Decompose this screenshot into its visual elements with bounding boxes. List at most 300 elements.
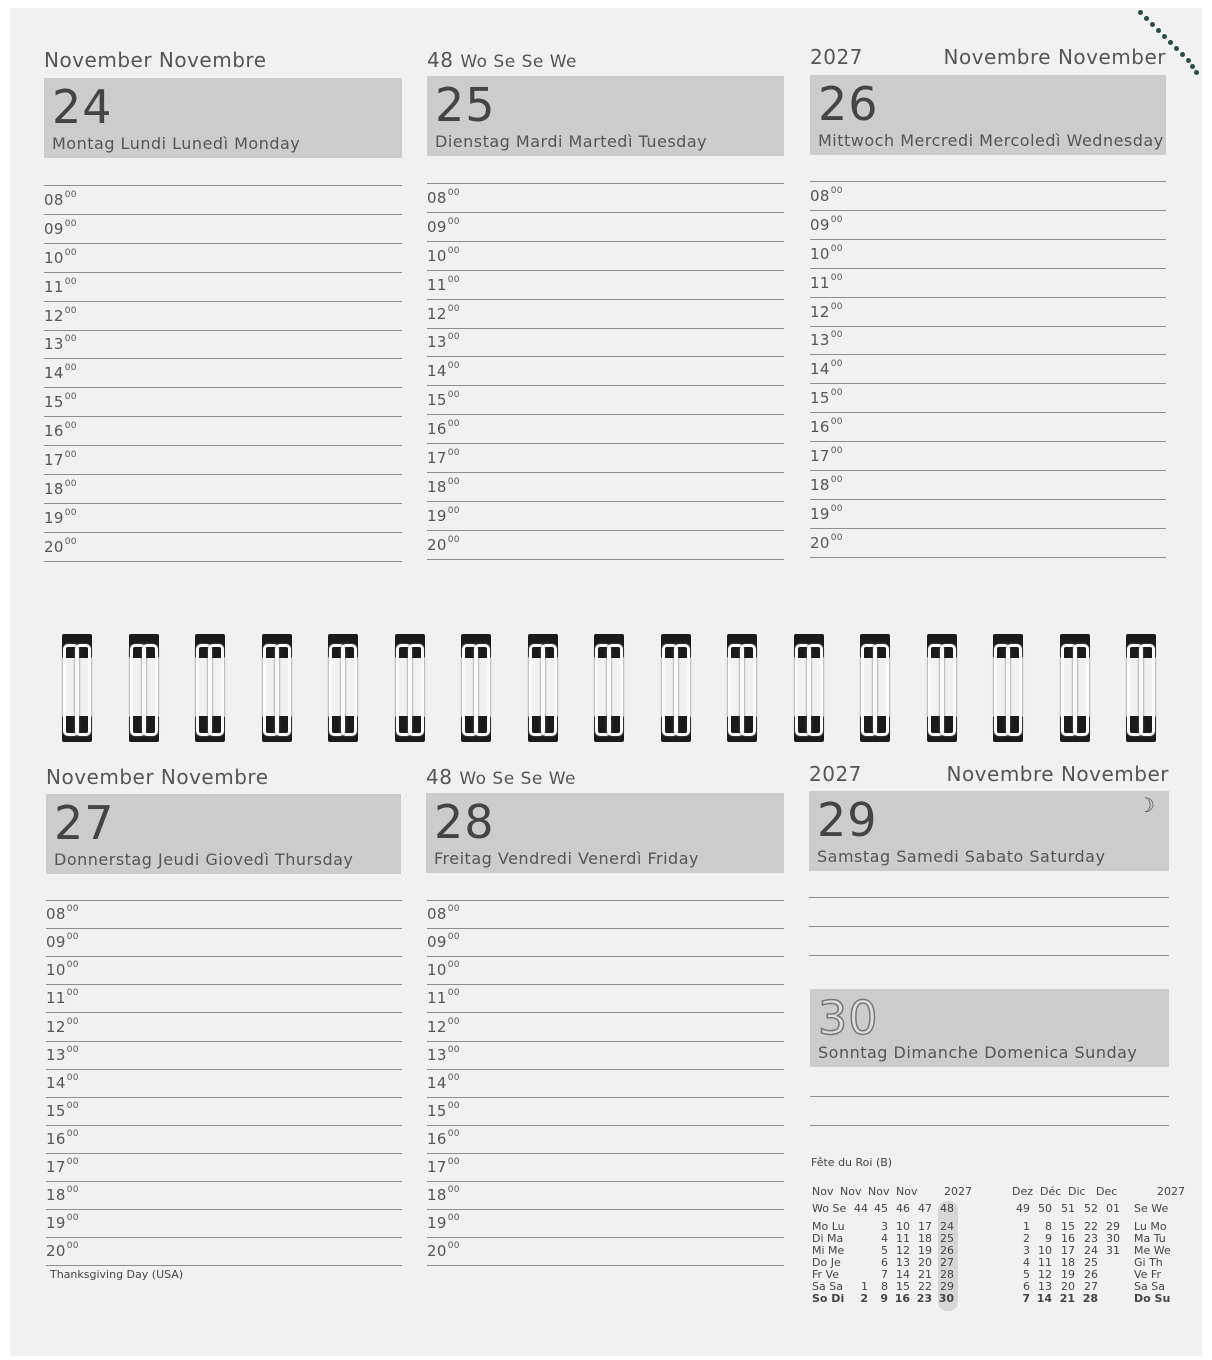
hour-label: $13^{00}$: [427, 332, 460, 352]
week-abbrev: Wo Se Se We: [459, 769, 577, 789]
schedule-rule: [427, 1125, 784, 1126]
hour-label: $10^{00}$: [46, 960, 79, 980]
wire-loop: [674, 644, 690, 736]
schedule-rule: [46, 1012, 402, 1013]
month-label: Novembre November: [943, 45, 1166, 69]
hour-label: $17^{00}$: [810, 446, 843, 465]
date-cell: 11: [1038, 1256, 1052, 1269]
date-cell: 9: [1045, 1232, 1052, 1245]
hour-label: $14^{00}$: [427, 1072, 460, 1092]
week-number: 48: [940, 1202, 954, 1215]
date-cell: 29: [940, 1280, 954, 1293]
writing-rule: [810, 1096, 1169, 1097]
date-cell: 30: [938, 1292, 954, 1305]
date-cell: 24: [940, 1220, 954, 1233]
day-number: 27: [54, 796, 115, 850]
date-cell: 17: [918, 1220, 932, 1233]
wire-loop: [275, 644, 291, 736]
schedule-rule: [44, 474, 402, 475]
hour-label: $17^{00}$: [44, 450, 77, 469]
schedule-rule: [810, 239, 1166, 240]
week-label: Wo Se: [812, 1202, 847, 1215]
spiral-coil: [792, 628, 826, 753]
hour-label: $19^{00}$: [427, 1213, 460, 1233]
hour-label: $20^{00}$: [44, 536, 77, 556]
weekday-label: Sa Sa: [812, 1280, 843, 1293]
schedule-rule: [427, 328, 784, 329]
weekday-label: Fr Ve: [812, 1268, 839, 1281]
wire-loop: [1139, 644, 1155, 736]
date-cell: 3: [881, 1220, 888, 1233]
schedule-rule: [810, 326, 1166, 327]
schedule-rule: [427, 1069, 784, 1070]
week-label: Se We: [1134, 1202, 1169, 1215]
hour-label: $12^{00}$: [46, 1016, 79, 1036]
week-abbrev: Wo Se Se We: [460, 52, 578, 72]
week-number: 48: [426, 765, 453, 789]
hour-label: $08^{00}$: [427, 187, 460, 207]
hour-label: $20^{00}$: [810, 532, 843, 552]
date-cell: 5: [881, 1244, 888, 1257]
hour-label: $16^{00}$: [427, 1128, 460, 1148]
hour-label: $11^{00}$: [46, 988, 79, 1008]
wire-loop: [740, 644, 756, 736]
holiday-note: Fête du Roi (B): [811, 1156, 893, 1169]
schedule-rule: [44, 561, 402, 562]
schedule-rule: [427, 900, 784, 901]
date-cell: 22: [1084, 1220, 1098, 1233]
weekday-label: Ma Tu: [1134, 1232, 1166, 1245]
day-header: [809, 791, 1169, 871]
hour-label: $11^{00}$: [427, 988, 460, 1008]
schedule-rule: [810, 268, 1166, 269]
month-label: November Novembre: [46, 765, 269, 789]
spiral-coil: [659, 628, 693, 753]
date-cell: 13: [896, 1256, 910, 1269]
weekday-label: Mi Me: [812, 1244, 845, 1257]
schedule-rule: [46, 1069, 402, 1070]
schedule-rule: [44, 330, 402, 331]
hour-label: $16^{00}$: [427, 419, 460, 439]
spiral-coil: [725, 628, 759, 753]
date-cell: 9: [880, 1292, 888, 1305]
week-number: 46: [896, 1202, 910, 1215]
day-header: [427, 76, 784, 156]
day-name: Mittwoch Mercredi Mercoledì Wednesday: [818, 131, 1164, 150]
date-cell: 28: [1082, 1292, 1098, 1305]
date-cell: 30: [1106, 1232, 1120, 1245]
month-abbrev: Nov: [812, 1185, 834, 1198]
week-label: [426, 765, 576, 789]
spiral-coil: [991, 628, 1025, 753]
week-number: 01: [1106, 1202, 1120, 1215]
date-cell: 14: [1036, 1292, 1052, 1305]
hour-label: $08^{00}$: [46, 904, 79, 924]
schedule-rule: [44, 532, 402, 533]
hour-label: $17^{00}$: [46, 1157, 79, 1176]
date-cell: 23: [1084, 1232, 1098, 1245]
hour-label: $18^{00}$: [810, 474, 843, 494]
hour-label: $09^{00}$: [427, 932, 460, 952]
date-cell: 11: [896, 1232, 910, 1245]
weekday-label: Gi Th: [1134, 1256, 1163, 1269]
schedule-rule: [44, 301, 402, 302]
writing-rule: [809, 897, 1169, 898]
schedule-rule: [46, 1181, 402, 1182]
hour-label: $12^{00}$: [427, 1016, 460, 1036]
hour-label: $15^{00}$: [44, 392, 77, 412]
date-cell: 2: [1023, 1232, 1030, 1245]
date-cell: 3: [1023, 1244, 1030, 1257]
date-cell: 16: [894, 1292, 910, 1305]
writing-rule: [809, 955, 1169, 956]
date-cell: 2: [860, 1292, 868, 1305]
schedule-rule: [427, 443, 784, 444]
hour-label: $20^{00}$: [427, 1241, 460, 1261]
date-cell: 24: [1084, 1244, 1098, 1257]
schedule-rule: [427, 501, 784, 502]
week-number: 45: [874, 1202, 888, 1215]
hour-label: $09^{00}$: [44, 218, 77, 238]
hour-label: $16^{00}$: [46, 1128, 79, 1148]
month-abbrev: Nov: [840, 1185, 862, 1198]
wire-loop: [341, 644, 357, 736]
schedule-rule: [427, 984, 784, 985]
writing-rule: [810, 1125, 1169, 1126]
hour-label: $15^{00}$: [46, 1100, 79, 1120]
schedule-rule: [810, 181, 1166, 182]
date-cell: 18: [1061, 1256, 1075, 1269]
hour-label: $15^{00}$: [427, 1100, 460, 1120]
spiral-coil: [193, 628, 227, 753]
schedule-rule: [427, 241, 784, 242]
schedule-rule: [44, 503, 402, 504]
schedule-rule: [427, 183, 784, 184]
hour-label: $18^{00}$: [44, 478, 77, 498]
hour-label: $11^{00}$: [427, 274, 460, 294]
schedule-rule: [427, 1041, 784, 1042]
schedule-rule: [46, 1041, 402, 1042]
hour-label: $18^{00}$: [427, 1185, 460, 1205]
weekday-label: Lu Mo: [1134, 1220, 1167, 1233]
year-label: 2027: [944, 1185, 972, 1198]
schedule-rule: [46, 1153, 402, 1154]
date-cell: 7: [1022, 1292, 1030, 1305]
schedule-rule: [46, 984, 402, 985]
spiral-coil: [127, 628, 161, 753]
date-cell: 14: [896, 1268, 910, 1281]
schedule-rule: [46, 1237, 402, 1238]
schedule-rule: [44, 416, 402, 417]
hour-label: $15^{00}$: [427, 390, 460, 410]
schedule-rule: [46, 928, 402, 929]
schedule-rule: [46, 1209, 402, 1210]
moon-icon: ☽: [1137, 793, 1155, 817]
day-name: Dienstag Mardi Martedì Tuesday: [435, 132, 708, 151]
schedule-rule: [427, 1209, 784, 1210]
date-cell: 12: [1038, 1268, 1052, 1281]
hour-label: $19^{00}$: [810, 503, 843, 523]
day-name: Donnerstag Jeudi Giovedì Thursday: [54, 850, 354, 869]
wire-loop: [807, 644, 823, 736]
month-abbrev: Dic: [1068, 1185, 1086, 1198]
hour-label: $09^{00}$: [46, 932, 79, 952]
schedule-rule: [46, 1097, 402, 1098]
hour-label: $12^{00}$: [810, 301, 843, 321]
week-number: 49: [1016, 1202, 1030, 1215]
hour-label: $11^{00}$: [44, 276, 77, 296]
date-cell: 26: [1084, 1268, 1098, 1281]
wire-loop: [940, 644, 956, 736]
wire-loop: [474, 644, 490, 736]
date-cell: 10: [1038, 1244, 1052, 1257]
date-cell: 18: [918, 1232, 932, 1245]
schedule-rule: [44, 358, 402, 359]
hour-label: $13^{00}$: [810, 330, 843, 350]
spiral-coil: [592, 628, 626, 753]
schedule-rule: [44, 243, 402, 244]
hour-label: $14^{00}$: [44, 363, 77, 383]
date-cell: 28: [940, 1268, 954, 1281]
wire-loop: [75, 644, 91, 736]
spiral-coil: [60, 628, 94, 753]
hour-label: $09^{00}$: [427, 216, 460, 236]
hour-label: $10^{00}$: [44, 247, 77, 267]
schedule-rule: [427, 1097, 784, 1098]
day-number: 24: [52, 80, 113, 134]
schedule-rule: [810, 412, 1166, 413]
weekday-label: Ve Fr: [1134, 1268, 1161, 1281]
schedule-rule: [810, 557, 1166, 558]
date-cell: 1: [1023, 1220, 1030, 1233]
day-name: Samstag Samedi Sabato Saturday: [817, 847, 1106, 866]
schedule-rule: [427, 1153, 784, 1154]
day-number: 29: [817, 793, 878, 847]
date-cell: 4: [881, 1232, 888, 1245]
hour-label: $09^{00}$: [810, 214, 843, 234]
day-header: [426, 793, 784, 873]
spiral-coil: [526, 628, 560, 753]
schedule-rule: [44, 185, 402, 186]
schedule-rule: [810, 297, 1166, 298]
schedule-rule: [427, 299, 784, 300]
hour-label: $15^{00}$: [810, 388, 843, 408]
weekday-label: Do Je: [812, 1256, 841, 1269]
hour-label: $08^{00}$: [44, 189, 77, 209]
week-number: 48: [427, 48, 454, 72]
wire-loop: [208, 644, 224, 736]
schedule-rule: [427, 414, 784, 415]
spiral-binding: [10, 628, 1202, 753]
day-name: Freitag Vendredi Venerdì Friday: [434, 849, 699, 868]
date-cell: 23: [916, 1292, 932, 1305]
date-cell: 29: [1106, 1220, 1120, 1233]
day-number: 25: [435, 78, 496, 132]
date-cell: 5: [1023, 1268, 1030, 1281]
hour-label: $13^{00}$: [44, 334, 77, 354]
hour-label: $19^{00}$: [46, 1213, 79, 1233]
month-abbrev: Dez: [1012, 1185, 1034, 1198]
hour-label: $14^{00}$: [810, 359, 843, 379]
hour-label: $18^{00}$: [427, 476, 460, 496]
holiday-note: Thanksgiving Day (USA): [50, 1268, 184, 1281]
date-cell: 12: [896, 1244, 910, 1257]
schedule-rule: [427, 1012, 784, 1013]
spiral-coil: [459, 628, 493, 753]
schedule-rule: [44, 445, 402, 446]
date-cell: 31: [1106, 1244, 1120, 1257]
date-cell: 27: [1084, 1280, 1098, 1293]
schedule-rule: [46, 900, 402, 901]
date-cell: 7: [881, 1268, 888, 1281]
schedule-rule: [427, 956, 784, 957]
schedule-rule: [810, 383, 1166, 384]
hour-label: $14^{00}$: [46, 1072, 79, 1092]
date-cell: 19: [918, 1244, 932, 1257]
month-abbrev: Nov: [868, 1185, 890, 1198]
date-cell: 4: [1023, 1256, 1030, 1269]
hour-label: $14^{00}$: [427, 361, 460, 381]
hour-label: $20^{00}$: [427, 534, 460, 554]
schedule-rule: [46, 1265, 402, 1266]
day-name: Sonntag Dimanche Domenica Sunday: [818, 1043, 1138, 1062]
month-label: Novembre November: [946, 762, 1169, 786]
month-abbrev: Déc: [1040, 1185, 1062, 1198]
date-cell: 22: [918, 1280, 932, 1293]
schedule-rule: [810, 441, 1166, 442]
schedule-rule: [427, 270, 784, 271]
wire-loop: [142, 644, 158, 736]
week-number: 47: [918, 1202, 932, 1215]
date-cell: 20: [918, 1256, 932, 1269]
date-cell: 25: [1084, 1256, 1098, 1269]
day-header: [44, 78, 402, 158]
hour-label: $10^{00}$: [427, 245, 460, 265]
schedule-rule: [427, 1265, 784, 1266]
hour-label: $08^{00}$: [427, 904, 460, 924]
weekday-label: Do Su: [1134, 1292, 1171, 1305]
hour-label: $12^{00}$: [427, 303, 460, 323]
spiral-coil: [858, 628, 892, 753]
schedule-rule: [427, 1237, 784, 1238]
hour-label: $16^{00}$: [44, 421, 77, 441]
schedule-rule: [427, 385, 784, 386]
hour-label: $08^{00}$: [810, 185, 843, 205]
hour-label: $13^{00}$: [46, 1044, 79, 1064]
spiral-coil: [393, 628, 427, 753]
year-label: 2027: [1157, 1185, 1185, 1198]
date-cell: 8: [1045, 1220, 1052, 1233]
schedule-rule: [46, 956, 402, 957]
schedule-rule: [44, 387, 402, 388]
week-number: 50: [1038, 1202, 1052, 1215]
hour-label: $10^{00}$: [810, 243, 843, 263]
schedule-rule: [427, 928, 784, 929]
weekday-label: Di Ma: [812, 1232, 844, 1245]
weekday-label: Sa Sa: [1134, 1280, 1165, 1293]
spiral-coil: [1058, 628, 1092, 753]
hour-label: $18^{00}$: [46, 1185, 79, 1205]
wire-loop: [1073, 644, 1089, 736]
writing-rule: [809, 926, 1169, 927]
year-label: 2027: [810, 45, 863, 69]
month-label: November Novembre: [44, 48, 267, 72]
schedule-rule: [44, 214, 402, 215]
schedule-rule: [427, 472, 784, 473]
date-cell: 21: [918, 1268, 932, 1281]
schedule-rule: [810, 354, 1166, 355]
day-number: 28: [434, 795, 495, 849]
date-cell: 27: [940, 1256, 954, 1269]
schedule-rule: [810, 470, 1166, 471]
spiral-coil: [925, 628, 959, 753]
week-number: 51: [1061, 1202, 1075, 1215]
date-cell: 13: [1038, 1280, 1052, 1293]
week-label: [427, 48, 577, 72]
schedule-rule: [427, 356, 784, 357]
schedule-rule: [427, 1181, 784, 1182]
date-cell: 17: [1061, 1244, 1075, 1257]
schedule-rule: [810, 528, 1166, 529]
mini-calendar-november: [812, 1186, 987, 1311]
hour-label: $19^{00}$: [427, 505, 460, 525]
date-cell: 16: [1061, 1232, 1075, 1245]
schedule-rule: [46, 1125, 402, 1126]
hour-label: $20^{00}$: [46, 1241, 79, 1261]
day-header: [810, 75, 1166, 155]
day-header: [810, 989, 1169, 1067]
wire-loop: [873, 644, 889, 736]
date-cell: 20: [1061, 1280, 1075, 1293]
date-cell: 15: [1061, 1220, 1075, 1233]
year-label: 2027: [809, 762, 862, 786]
schedule-rule: [810, 210, 1166, 211]
date-cell: 26: [940, 1244, 954, 1257]
date-cell: 6: [1023, 1280, 1030, 1293]
week-number: 52: [1084, 1202, 1098, 1215]
weekday-label: Mo Lu: [812, 1220, 845, 1233]
mini-calendar-december: [1012, 1185, 1185, 1311]
day-number: 30: [818, 991, 879, 1045]
hour-label: $17^{00}$: [427, 448, 460, 467]
date-cell: 1: [861, 1280, 868, 1293]
hour-label: $17^{00}$: [427, 1157, 460, 1176]
wire-loop: [408, 644, 424, 736]
hour-label: $13^{00}$: [427, 1044, 460, 1064]
day-header: [46, 794, 401, 874]
weekday-label: So Di: [812, 1292, 845, 1305]
wire-loop: [1006, 644, 1022, 736]
hour-label: $11^{00}$: [810, 272, 843, 292]
date-cell: 25: [940, 1232, 954, 1245]
month-abbrev: Nov: [896, 1185, 918, 1198]
hour-label: $10^{00}$: [427, 960, 460, 980]
date-cell: 8: [881, 1280, 888, 1293]
month-abbrev: Dec: [1096, 1185, 1118, 1198]
date-cell: 10: [896, 1220, 910, 1233]
date-cell: 19: [1061, 1268, 1075, 1281]
week-number: 44: [854, 1202, 868, 1215]
schedule-rule: [427, 559, 784, 560]
schedule-rule: [427, 530, 784, 531]
hour-label: $12^{00}$: [44, 305, 77, 325]
spiral-coil: [1124, 628, 1158, 753]
date-cell: 15: [896, 1280, 910, 1293]
schedule-rule: [44, 272, 402, 273]
weekday-label: Me We: [1134, 1244, 1171, 1257]
wire-loop: [607, 644, 623, 736]
date-cell: 6: [881, 1256, 888, 1269]
